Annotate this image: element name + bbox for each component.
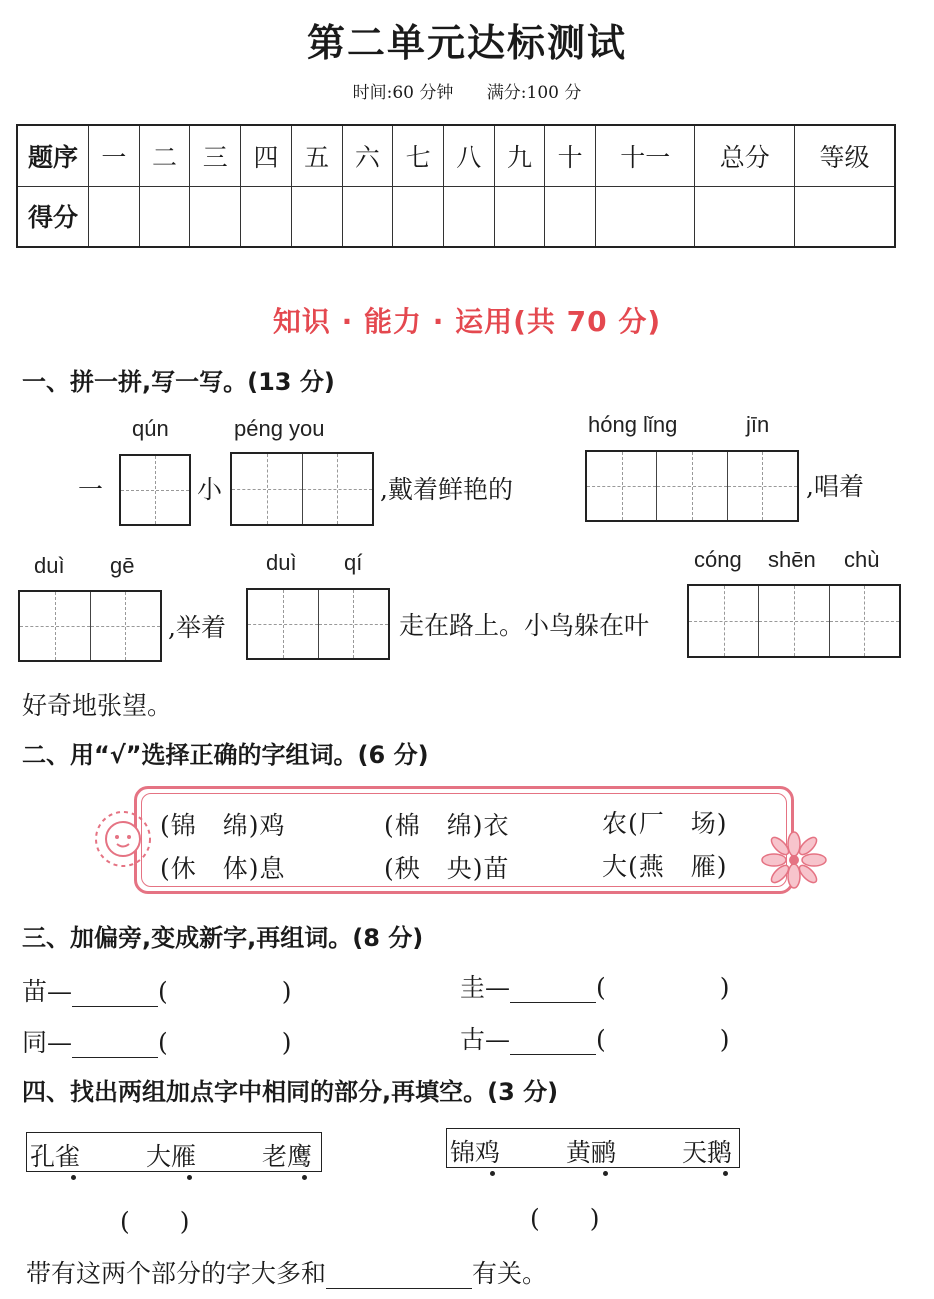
- pinyin-dui-2: duì: [266, 550, 297, 575]
- row-label-score: 得分: [17, 186, 89, 247]
- score-cell[interactable]: [794, 186, 895, 247]
- col-11: 十一: [596, 125, 695, 186]
- pinyin-ge: gē: [110, 553, 135, 578]
- word-dayan: 大雁: [146, 1142, 197, 1171]
- emphasis-dot: [71, 1175, 76, 1180]
- score-cell[interactable]: [494, 186, 545, 247]
- row-label-order: 题序: [17, 125, 89, 186]
- answer-blank[interactable]: [510, 973, 596, 1003]
- radical-base: 古—: [460, 1025, 511, 1054]
- section-heading: 知识 · 能力 · 运用(共 70 分): [272, 305, 662, 338]
- q1-text-yi: 一: [78, 475, 104, 504]
- emphasis-dot: [603, 1171, 608, 1176]
- emphasis-dot: [187, 1175, 192, 1180]
- word-kongque: 孔雀: [30, 1142, 81, 1171]
- final-sentence: [26, 1254, 547, 1290]
- answer-blank[interactable]: [510, 1025, 596, 1055]
- word-jinji: 锦鸡: [450, 1138, 501, 1167]
- choice-item[interactable]: (休 体)息: [160, 854, 286, 883]
- emphasis-dot: [723, 1171, 728, 1176]
- q1-text-haoqi: 好奇地张望。: [22, 691, 173, 720]
- paren-open: (: [596, 1025, 606, 1054]
- col-5: 五: [291, 125, 342, 186]
- choice-item[interactable]: (棉 绵)衣: [384, 811, 510, 840]
- col-2: 二: [139, 125, 190, 186]
- col-9: 九: [494, 125, 545, 186]
- emphasis-dot: [490, 1171, 495, 1176]
- score-cell[interactable]: [393, 186, 444, 247]
- answer-blank[interactable]: [72, 977, 158, 1007]
- score-cell[interactable]: [291, 186, 342, 247]
- score-cell[interactable]: [89, 186, 140, 247]
- q1-text-changzhe: ,唱着: [806, 472, 864, 501]
- score-cell[interactable]: [241, 186, 292, 247]
- pinyin-jin: jīn: [746, 412, 770, 437]
- exam-info: [0, 78, 934, 103]
- q1-text-zouzai: 走在路上。小鸟躲在叶: [399, 611, 650, 640]
- answer-blank[interactable]: [72, 1028, 158, 1058]
- choice-item[interactable]: (锦 绵)鸡: [160, 811, 286, 840]
- col-4: 四: [241, 125, 292, 186]
- writing-grid-2[interactable]: [230, 452, 374, 526]
- paren-close: ): [281, 1028, 292, 1057]
- writing-grid-5[interactable]: [246, 588, 390, 660]
- page-title: 第二单元达标测试: [306, 20, 627, 65]
- radical-base: 圭—: [460, 973, 511, 1002]
- q1-text-daizhe: ,戴着鲜艳的: [380, 475, 513, 504]
- flower-icon: [760, 830, 828, 890]
- radical-item: [460, 1020, 730, 1056]
- word-laoying: 老鹰: [262, 1142, 313, 1171]
- pinyin-chu: chù: [844, 547, 880, 572]
- choice-item[interactable]: (秧 央)苗: [384, 854, 510, 883]
- writing-grid-3[interactable]: [585, 450, 799, 522]
- q4-title: 四、找出两组加点字中相同的部分,再填空。(3 分): [22, 1078, 559, 1106]
- pinyin-pengyou: péng you: [234, 416, 325, 441]
- choice-item[interactable]: 农(厂 场): [602, 809, 728, 838]
- answer-paren-2[interactable]: ( ): [530, 1204, 600, 1233]
- writing-grid-4[interactable]: [18, 590, 162, 662]
- final-prefix: 带有这两个部分的字大多和: [26, 1259, 327, 1288]
- writing-grid-1[interactable]: [119, 454, 191, 526]
- score-cell[interactable]: [443, 186, 494, 247]
- paren-open: (: [158, 977, 168, 1006]
- final-answer-blank[interactable]: [326, 1259, 472, 1289]
- paren-open: (: [158, 1028, 168, 1057]
- sun-face-icon: [92, 808, 154, 870]
- pinyin-dui-1: duì: [34, 553, 65, 578]
- full-score: 满分:100 分: [486, 83, 582, 103]
- final-suffix: 有关。: [472, 1259, 548, 1288]
- emphasis-dot: [302, 1175, 307, 1180]
- score-cell[interactable]: [596, 186, 695, 247]
- score-table-header-row: [17, 125, 895, 186]
- score-cell[interactable]: [695, 186, 794, 247]
- pinyin-qi: qí: [344, 550, 363, 575]
- score-table: [16, 124, 896, 248]
- paren-open: (: [596, 973, 606, 1002]
- q3-title: 三、加偏旁,变成新字,再组词。(8 分): [22, 924, 424, 952]
- col-total: 总分: [695, 125, 794, 186]
- col-7: 七: [393, 125, 444, 186]
- score-table-score-row: [17, 186, 895, 247]
- radical-item: [22, 972, 292, 1008]
- pinyin-shen: shēn: [768, 547, 816, 572]
- score-cell[interactable]: [545, 186, 596, 247]
- col-3: 三: [190, 125, 241, 186]
- q2-title: 二、用“√”选择正确的字组词。(6 分): [22, 741, 429, 769]
- writing-grid-6[interactable]: [687, 584, 901, 658]
- paren-close: ): [281, 977, 292, 1006]
- col-grade: 等级: [794, 125, 895, 186]
- col-6: 六: [342, 125, 393, 186]
- radical-item: [460, 968, 730, 1004]
- radical-base: 同—: [22, 1028, 73, 1057]
- radical-base: 苗—: [22, 977, 73, 1006]
- radical-item: [22, 1023, 292, 1059]
- word-huangli: 黄鹂: [566, 1138, 617, 1167]
- paren-close: ): [719, 973, 730, 1002]
- word-tiane: 天鹅: [682, 1138, 733, 1167]
- choice-item[interactable]: 大(燕 雁): [602, 852, 728, 881]
- q1-text-juzhe: ,举着: [168, 613, 226, 642]
- q1-title: 一、拼一拼,写一写。(13 分): [22, 368, 335, 396]
- time-limit: 时间:60 分钟: [352, 83, 454, 103]
- q1-text-xiao: 小: [197, 475, 223, 504]
- pinyin-qun: qún: [132, 416, 169, 441]
- score-cell[interactable]: [342, 186, 393, 247]
- pinyin-hongling: hóng lǐng: [588, 412, 678, 437]
- col-1: 一: [89, 125, 140, 186]
- score-cell[interactable]: [190, 186, 241, 247]
- score-cell[interactable]: [139, 186, 190, 247]
- answer-paren-1[interactable]: ( ): [120, 1207, 190, 1236]
- col-8: 八: [443, 125, 494, 186]
- paren-close: ): [719, 1025, 730, 1054]
- pinyin-cong: cóng: [694, 547, 742, 572]
- col-10: 十: [545, 125, 596, 186]
